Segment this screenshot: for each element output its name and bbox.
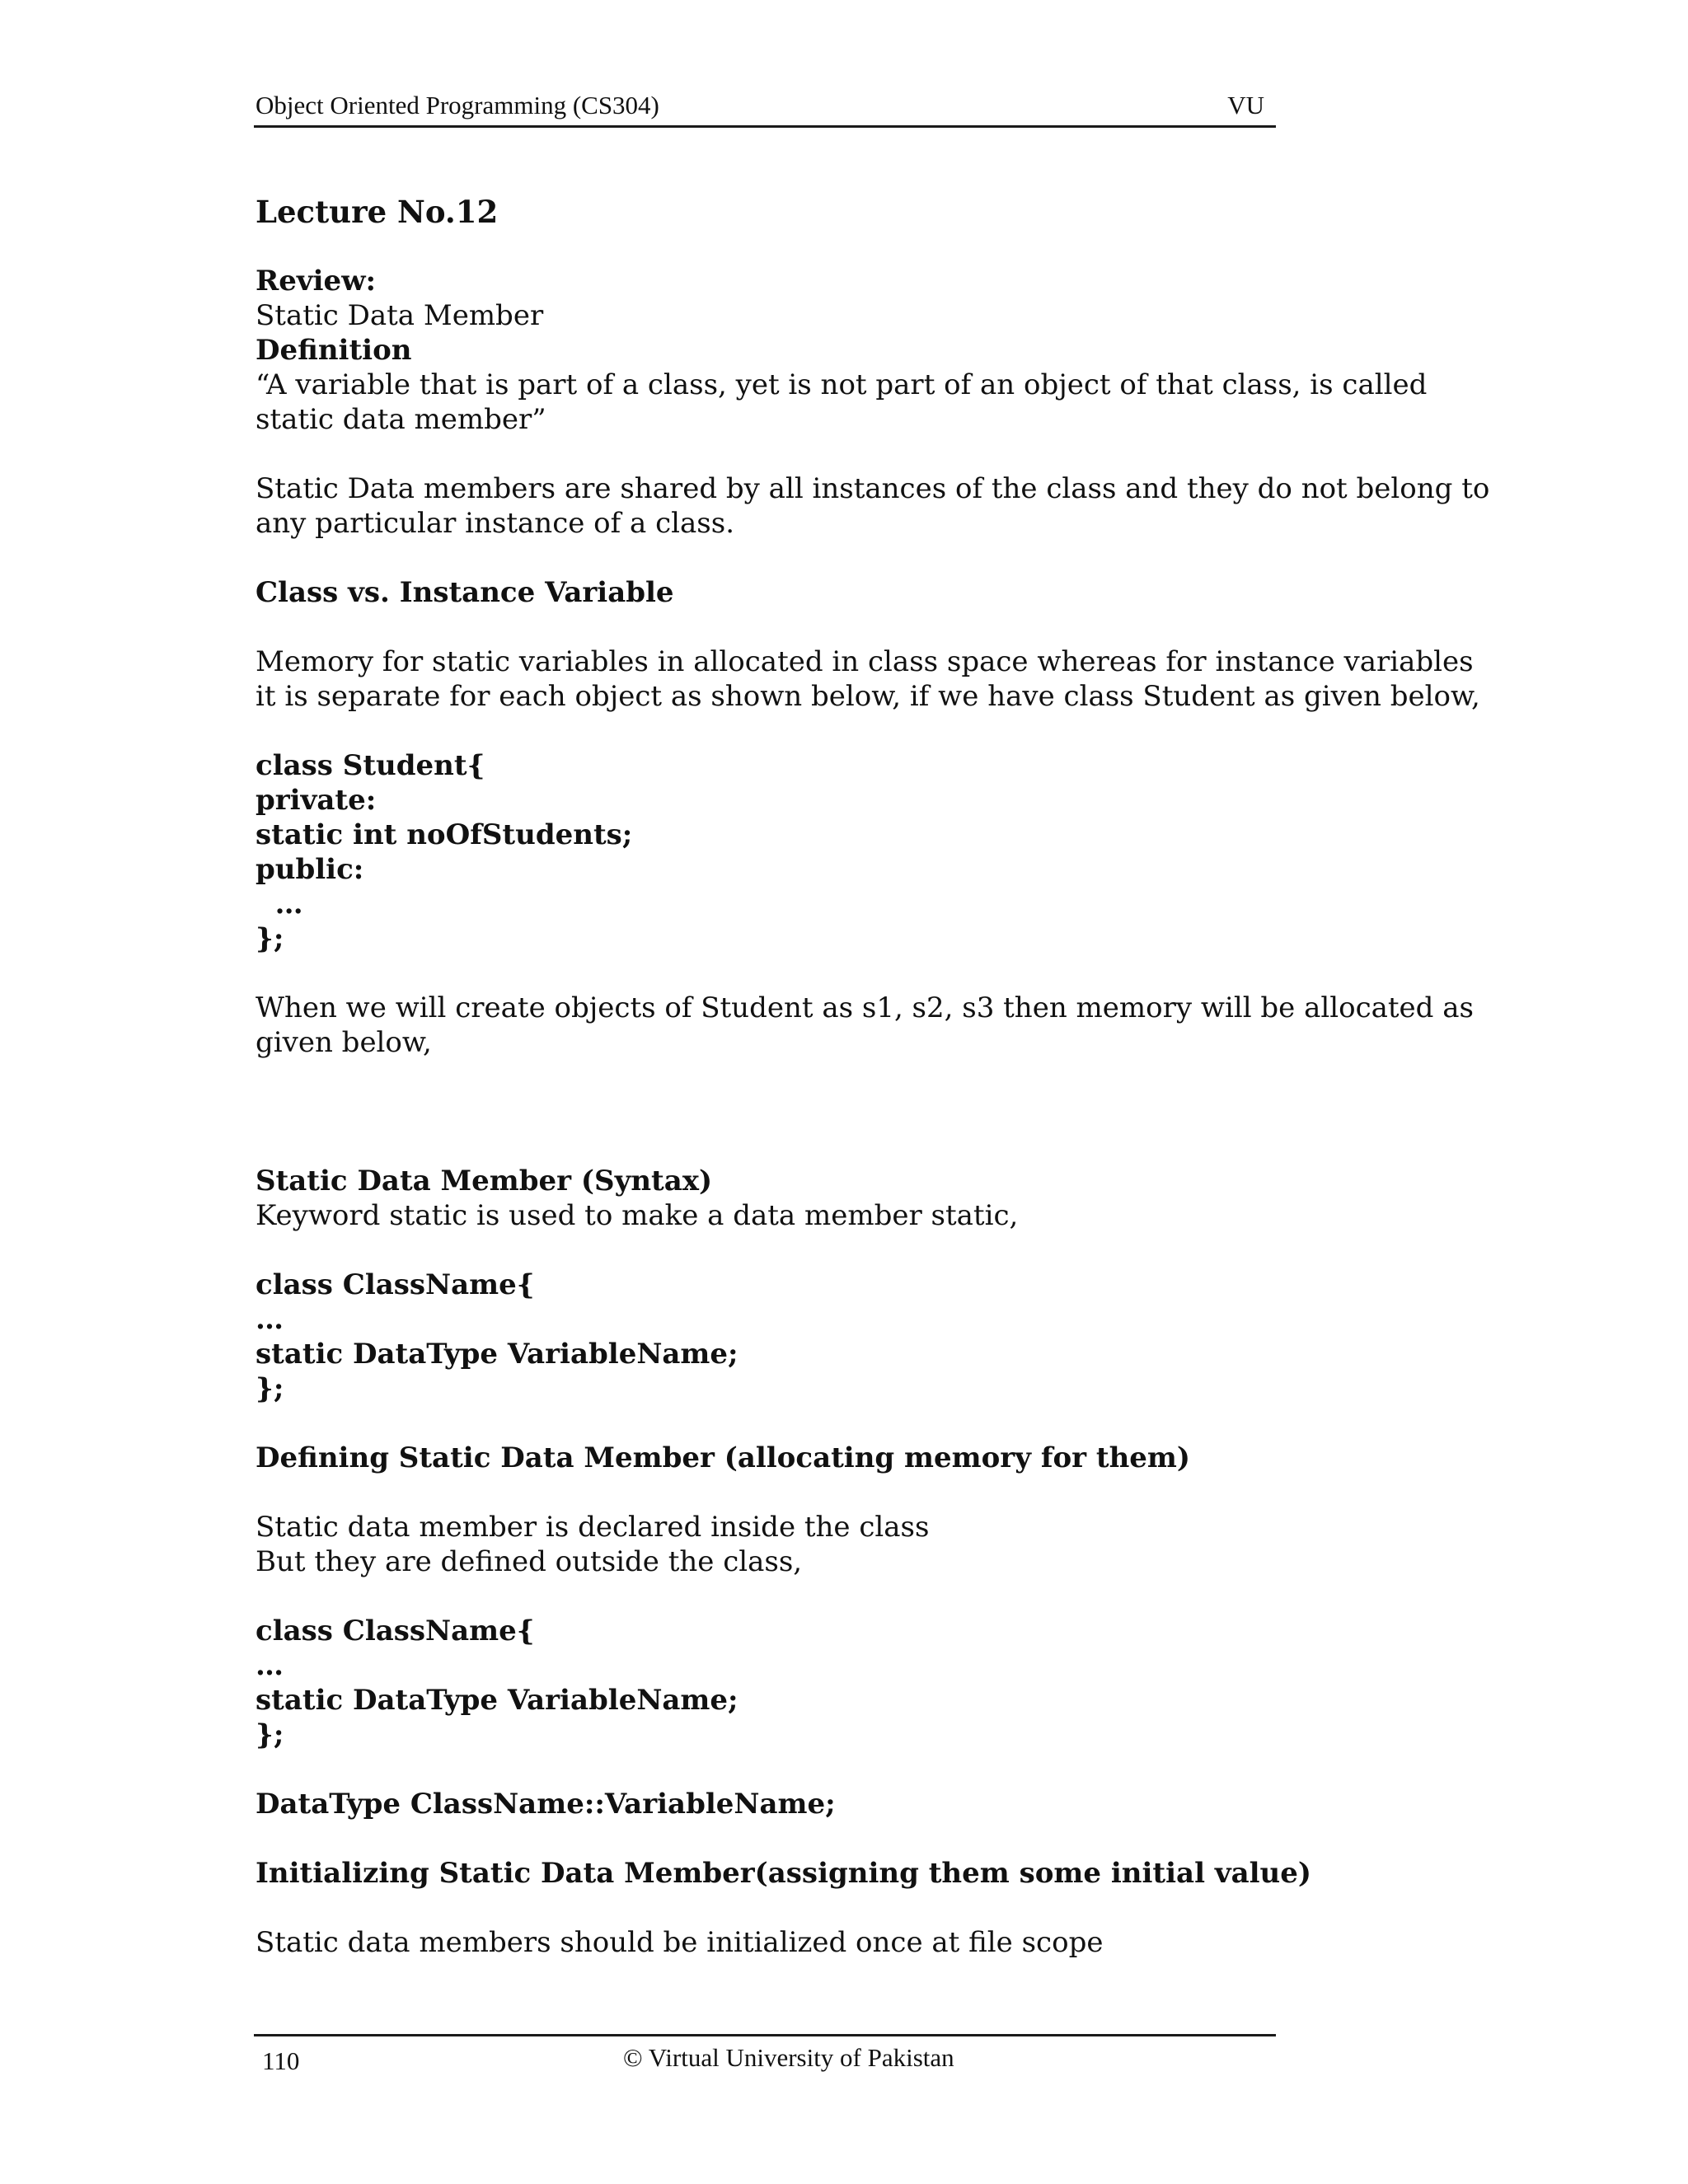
review-topic: Static Data Member [256, 299, 544, 332]
objects-paragraph: given below, [256, 1026, 432, 1059]
class-vs-instance-heading: Class vs. Instance Variable [256, 576, 674, 609]
initializing-heading: Initializing Static Data Member(assigning them some initial value) [256, 1857, 1311, 1890]
defining-text: But they are defined outside the class, [256, 1545, 803, 1578]
definition-heading: Definition [256, 334, 412, 367]
lecture-title: Lecture No.12 [256, 194, 499, 230]
objects-paragraph: When we will create objects of Student as s1, s2, s3 then memory will be allocated as [256, 991, 1474, 1024]
code-line: public: [256, 853, 364, 886]
code-line: }; [256, 1372, 284, 1405]
syntax-text: Keyword static is used to make a data member static, [256, 1199, 1019, 1232]
code-line: private: [256, 784, 377, 817]
review-heading: Review: [256, 265, 377, 298]
code-line: static int noOfStudents; [256, 818, 633, 851]
page-footer [254, 2034, 1276, 2075]
code-line: class ClassName{ [256, 1268, 535, 1301]
memory-paragraph: it is separate for each object as shown below, if we have class Student as given below, [256, 680, 1480, 713]
document-body [256, 194, 1490, 1960]
code-line: class Student{ [256, 749, 485, 782]
code-line: … [256, 1649, 284, 1682]
institution-label: VU [1227, 91, 1264, 120]
shared-paragraph: Static Data members are shared by all instances of the class and they do not belong to [256, 472, 1490, 505]
defining-heading: Defining Static Data Member (allocating memory for them) [256, 1441, 1190, 1474]
definition-text: “A variable that is part of a class, yet is not part of an object of that class, is called [256, 368, 1428, 401]
code-line: … [256, 1303, 284, 1336]
page-header [254, 89, 1276, 128]
syntax-heading: Static Data Member (Syntax) [256, 1165, 713, 1197]
page-number: 110 [262, 2046, 300, 2075]
code-line: static DataType VariableName; [256, 1338, 738, 1371]
code-line: … [256, 888, 303, 921]
code-line: class ClassName{ [256, 1615, 535, 1647]
memory-paragraph: Memory for static variables in allocated in class space whereas for instance variables [256, 645, 1474, 678]
defining-text: Static data member is declared inside the class [256, 1511, 930, 1544]
code-line: }; [256, 922, 284, 955]
course-title: Object Oriented Programming (CS304) [256, 91, 659, 120]
code-line: static DataType VariableName; [256, 1684, 738, 1717]
definition-statement: DataType ClassName::VariableName; [256, 1788, 836, 1821]
shared-paragraph: any particular instance of a class. [256, 507, 735, 540]
definition-text: static data member” [256, 403, 546, 436]
copyright-notice: © Virtual University of Pakistan [623, 2043, 954, 2072]
initializing-text: Static data members should be initialized once at file scope [256, 1926, 1104, 1959]
code-line: }; [256, 1718, 284, 1751]
